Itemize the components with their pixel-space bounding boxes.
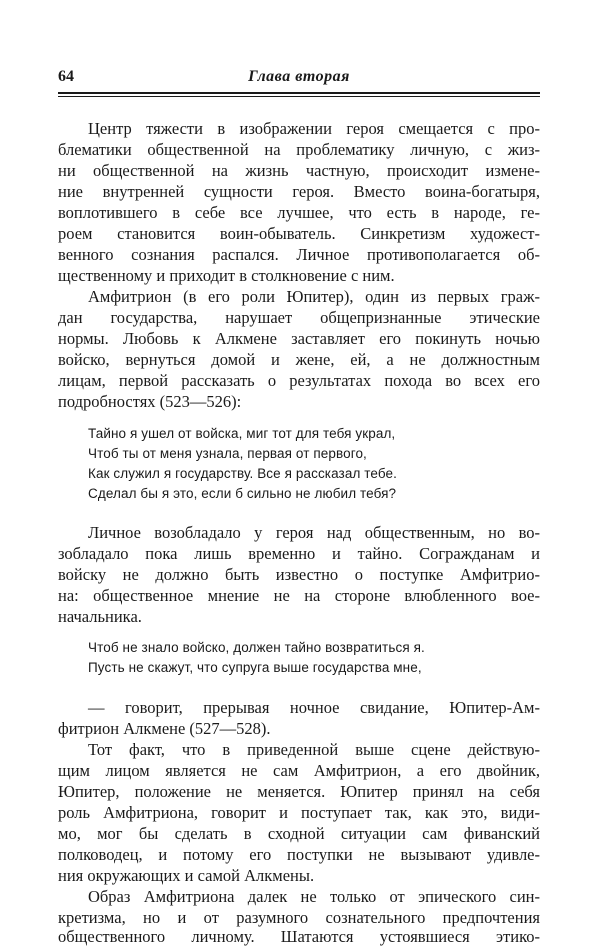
- text-line: кретизма, но и от разумного сознательного предпочтения: [58, 908, 540, 927]
- text-line: щественному и приходит в столкновение с ним.: [58, 266, 395, 285]
- running-head: Глава вторая: [248, 68, 350, 85]
- text-line: нормы. Любовь к Алкмене заставляет его покинуть ночью: [58, 329, 540, 348]
- header-rule-thin: [58, 96, 540, 97]
- text-line: фитрион Алкмене (527—528).: [58, 719, 271, 738]
- text-line: роем становится воин-обыватель. Синкретизм художест-: [58, 224, 540, 243]
- header-rule-thick: [58, 92, 540, 94]
- verse-line: Чтоб не знало войско, должен тайно возвратиться я.: [88, 640, 425, 655]
- text-line: войско, вернуться домой и жене, ей, а не должностным: [58, 350, 540, 369]
- text-line: общественного личному. Шатаются устоявшиеся этико-: [58, 927, 540, 946]
- text-line: Амфитрион (в его роли Юпитер), один из первых граж-: [88, 287, 540, 306]
- verse-line: Чтоб ты от меня узнала, первая от первого,: [88, 446, 367, 461]
- page-header: [58, 68, 540, 90]
- text-line: войску не должно быть известно о поступке Амфитрио-: [58, 565, 540, 584]
- text-line: зобладало пока лишь временно и тайно. Согражданам и: [58, 544, 540, 563]
- text-line: ния окружающих и самой Алкмены.: [58, 866, 315, 885]
- text-line: Тот факт, что в приведенной выше сцене действую-: [88, 740, 540, 759]
- text-line: ние внутренней сущности героя. Вместо воина-богатыря,: [58, 182, 540, 201]
- text-line: щим лицом является не сам Амфитрион, а его двойник,: [58, 761, 540, 780]
- text-line: мо, мог бы сделать в сходной ситуации сам фиванский: [58, 824, 540, 843]
- text-line: Центр тяжести в изображении героя смещается с про-: [88, 119, 540, 138]
- text-line: начальника.: [58, 607, 142, 626]
- text-line: Юпитер, положение не меняется. Юпитер принял на себя: [58, 782, 540, 801]
- text-line: роль Амфитриона, говорит и поступает так, как это, види-: [58, 803, 540, 822]
- text-line: подробностях (523—526):: [58, 392, 242, 411]
- verse-line: Пусть не скажут, что супруга выше государства мне,: [88, 660, 422, 675]
- text-line: блематики общественной на проблематику личную, с жиз-: [58, 140, 540, 159]
- text-line: на: общественное мнение не на стороне влюбленного вое-: [58, 586, 540, 605]
- text-line: венного сознания распался. Личное противополагается об-: [58, 245, 540, 264]
- verse-line: Как служил я государству. Все я рассказал тебе.: [88, 466, 398, 481]
- text-line: дан государства, нарушает общепризнанные этические: [58, 308, 540, 327]
- page-number: 64: [58, 68, 74, 85]
- text-line: воплотившего в себе все лучшее, что есть в народе, ге-: [58, 203, 540, 222]
- text-line: Образ Амфитриона далек не только от эпического син-: [88, 887, 540, 906]
- text-line: полководец, и потому его поступки не вызывают удивле-: [58, 845, 540, 864]
- text-line: лицам, первой рассказать о результатах похода во всех его: [58, 371, 540, 390]
- text-line: ни общественной на жизнь частную, происходит измене-: [58, 161, 540, 180]
- text-line: — говорит, прерывая ночное свидание, Юпитер-Ам-: [88, 698, 540, 717]
- verse-line: Тайно я ушел от войска, миг тот для тебя украл,: [88, 426, 396, 441]
- text-line: Личное возобладало у героя над общественным, но во-: [88, 523, 540, 542]
- verse-line: Сделал бы я это, если б сильно не любил тебя?: [88, 486, 397, 501]
